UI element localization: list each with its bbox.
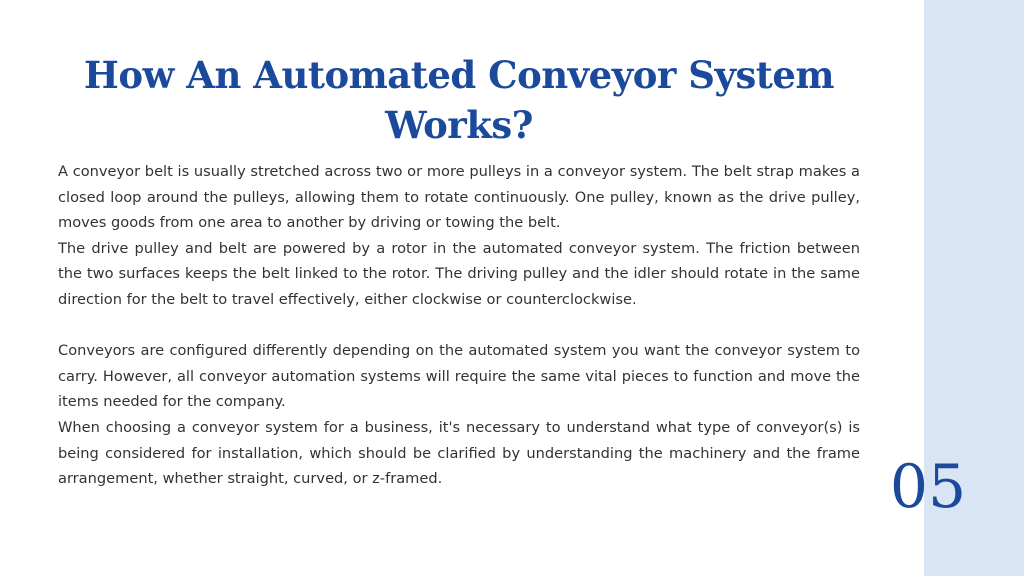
paragraph-1: A conveyor belt is usually stretched across two or more pulleys in a conveyor system. The belt strap makes a closed loop around the pulleys, allowing them to rotate continuously. One pulley, known as the drive pulley, moves goods from one area to another by driving or towing the belt.	[58, 163, 860, 232]
paragraph-3: Conveyors are configured differently depending on the automated system you want the conveyor system to carry. However, all conveyor automation systems will require the same vital pieces to function and move the items needed for the company.	[58, 342, 860, 411]
body-text	[58, 159, 860, 492]
slide-title: How An Automated Conveyor System Works?	[83, 53, 835, 147]
paragraph-4: When choosing a conveyor system for a business, it's necessary to understand what type of conveyor(s) is being considered for installation, which should be clarified by understanding the machinery and the frame arrangement, whether straight, curved, or z-framed.	[58, 418, 860, 488]
paragraph-2: The drive pulley and belt are powered by a rotor in the automated conveyor system. The friction between the two surfaces keeps the belt linked to the rotor. The driving pulley and the idler should rotate in the same direction for the belt to travel effectively, either clockwise or counterclockwise.	[58, 239, 860, 308]
paragraph-gap	[58, 313, 860, 339]
page-number: 05	[889, 452, 967, 522]
